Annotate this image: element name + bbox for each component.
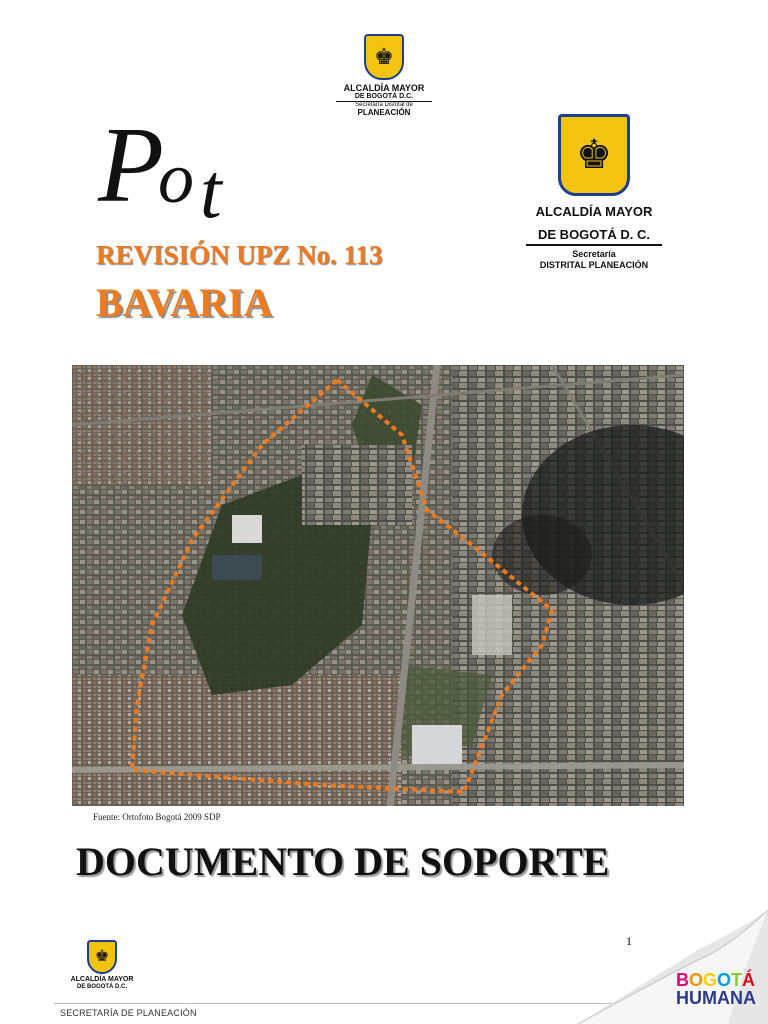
bogota-logo-letter: Á — [742, 970, 756, 990]
bogota-logo-letter: O — [689, 970, 704, 990]
bogota-logo-letter: G — [703, 970, 718, 990]
document-title: DOCUMENTO DE SOPORTE — [76, 839, 610, 884]
footer-coat-of-arms-icon — [87, 940, 117, 974]
bogota-logo-bottom — [676, 988, 756, 1008]
upz-revision-title: REVISIÓN UPZ No. 113 — [96, 240, 383, 270]
humana-logo-letter: A — [743, 988, 756, 1008]
pot-logo — [98, 106, 248, 242]
pot-logo-p: P — [98, 106, 164, 225]
aerial-photo — [72, 365, 684, 806]
pot-logo-o: o — [158, 138, 194, 218]
footer-divider — [54, 1003, 614, 1004]
photo-source-caption: Fuente: Ortofoto Bogotá 2009 SDP — [93, 812, 221, 822]
eagle-large-icon: ♚ — [576, 132, 612, 177]
alcaldia-seal-right — [520, 114, 668, 271]
humana-logo-letter: M — [702, 988, 717, 1008]
footer-seal-line-2: DE BOGOTÁ D.C. — [76, 984, 127, 990]
bogota-logo-letter: B — [676, 970, 689, 990]
humana-logo-letter: A — [717, 988, 730, 1008]
seal-line-4: PLANEACIÓN — [357, 108, 411, 117]
seal-right-divider — [526, 244, 662, 246]
footer-seal-line-1: ALCALDÍA MAYOR — [70, 976, 134, 983]
footer-seal — [54, 940, 150, 991]
coat-of-arms-large-icon — [558, 114, 630, 196]
seal-line-2: DE BOGOTÁ D.C. — [336, 93, 432, 102]
seal-right-line-3: Secretaría — [572, 249, 616, 259]
coat-of-arms-icon — [364, 34, 404, 80]
seal-line-3: Secretaría Distrital de — [355, 102, 413, 108]
bogota-logo-letter: T — [731, 970, 743, 990]
humana-logo-letter: N — [730, 988, 743, 1008]
page-number: 1 — [626, 934, 632, 948]
alcaldia-seal-top — [336, 34, 432, 117]
aerial-photo-svg — [72, 365, 684, 806]
upz-name-title: BAVARIA — [96, 280, 273, 325]
bogota-logo-letter: O — [717, 970, 732, 990]
footer-eagle-icon: ♚ — [94, 948, 110, 965]
seal-right-line-1: ALCALDÍA MAYOR — [535, 204, 653, 219]
pot-logo-t: t — [200, 147, 222, 234]
humana-logo-letter: H — [676, 988, 689, 1008]
bogota-humana-logo — [676, 970, 756, 1008]
humana-logo-letter: U — [689, 988, 702, 1008]
footer-secretaria: SECRETARÍA DE PLANEACIÓN — [60, 1008, 197, 1018]
seal-right-line-4: DISTRITAL PLANEACIÓN — [539, 260, 649, 270]
eagle-icon: ♚ — [374, 44, 394, 69]
seal-right-line-2: DE BOGOTÁ D. C. — [538, 227, 650, 242]
seal-line-1: ALCALDÍA MAYOR — [343, 83, 425, 93]
